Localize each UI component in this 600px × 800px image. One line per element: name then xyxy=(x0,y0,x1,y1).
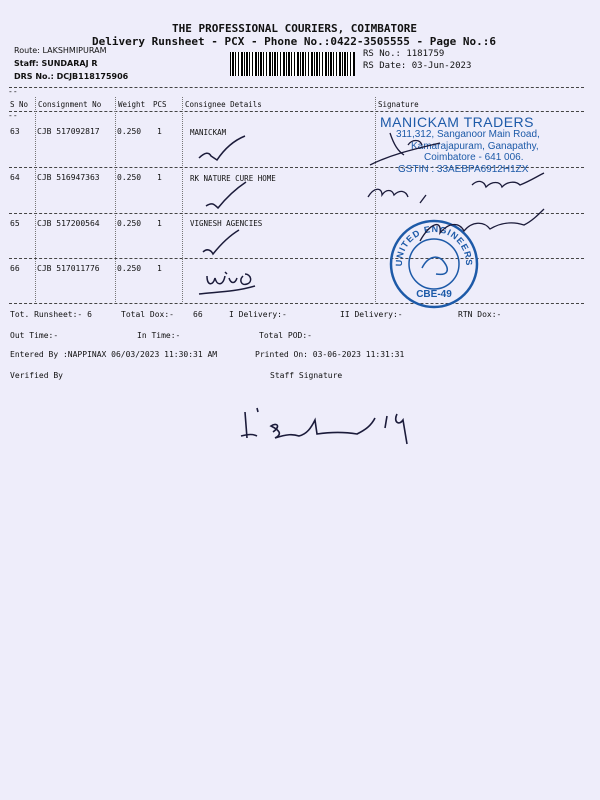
rtn-dox: RTN Dox:- xyxy=(458,310,502,319)
row-consignment: CJB 517200564 xyxy=(37,219,100,228)
row-sno: 65 xyxy=(10,219,20,228)
row-consignment: CJB 517092817 xyxy=(37,127,100,136)
row-weight: 0.250 xyxy=(117,173,142,182)
stamp-gstin: GSTIN : 33AEBPA6912H1ZX xyxy=(398,164,529,175)
row-consignment: CJB 517011776 xyxy=(37,264,100,273)
total-dox-label: Total Dox:- xyxy=(121,310,174,319)
col-pcs: PCS xyxy=(153,100,167,109)
out-time: Out Time:- xyxy=(10,331,59,340)
rs-number: RS No.: 1181759 xyxy=(363,49,445,59)
stamp-address-line: 311,312, Sanganoor Main Road, xyxy=(396,129,540,140)
stamp-company-name: MANICKAM TRADERS xyxy=(380,114,534,130)
row-pcs: 1 xyxy=(157,127,162,136)
drs-label: DRS No.: DCJB118175906 xyxy=(14,72,129,81)
tot-runsheet: Tot. Runsheet:- 6 xyxy=(10,310,92,319)
row-pcs: 1 xyxy=(157,173,162,182)
verified-by: Verified By xyxy=(10,371,63,380)
round-stamp-bottom-text: CBE-49 xyxy=(416,289,452,300)
route-label: Route: LAKSHMIPURAM xyxy=(14,46,107,55)
handwritten-receiver-marks xyxy=(360,125,580,260)
divider-dashes: -- xyxy=(8,87,18,96)
ii-delivery: II Delivery:- xyxy=(340,310,403,319)
barcode xyxy=(230,52,355,76)
row-consignment: CJB 516947363 xyxy=(37,173,100,182)
row-weight: 0.250 xyxy=(117,264,142,273)
staff-signature-label: Staff Signature xyxy=(270,371,343,380)
in-time: In Time:- xyxy=(137,331,181,340)
divider xyxy=(9,111,584,112)
runsheet-subtitle: Delivery Runsheet - PCX - Phone No.:0422-3505555 - Page No.:6 xyxy=(92,35,496,48)
staff-signature xyxy=(235,398,435,450)
entered-by: Entered By :NAPPINAX 06/03/2023 11:30:31 AM xyxy=(10,350,218,359)
col-weight: Weight xyxy=(118,100,146,109)
row-consignee: MANICKAM xyxy=(190,128,227,137)
col-consignee: Consignee Details xyxy=(185,100,262,109)
row-sno: 64 xyxy=(10,173,20,182)
stamp-address-line: Kamarajapuram, Ganapathy, xyxy=(411,141,539,152)
handwritten-tick xyxy=(185,226,245,261)
printed-on: Printed On: 03-06-2023 11:31:31 xyxy=(255,350,405,359)
divider-dashes: -- xyxy=(8,111,18,120)
handwritten-tick xyxy=(200,176,255,216)
i-delivery: I Delivery:- xyxy=(229,310,287,319)
staff-label: Staff: SUNDARAJ R xyxy=(14,59,98,68)
stamp-address-line: Coimbatore - 641 006. xyxy=(424,152,524,163)
row-pcs: 1 xyxy=(157,264,162,273)
round-stamp-top-text: UNITED ENGINEERS xyxy=(393,223,475,267)
row-consignee: RK NATURE CURE HOME xyxy=(190,174,276,183)
row-consignee: VIGNESH AGENCIES xyxy=(190,219,263,228)
column-separator xyxy=(35,97,36,302)
handwritten-tick xyxy=(195,130,255,165)
row-pcs: 1 xyxy=(157,219,162,228)
row-weight: 0.250 xyxy=(117,127,142,136)
total-pod: Total POD:- xyxy=(259,331,312,340)
total-dox-value: 66 xyxy=(193,310,203,319)
company-title: THE PROFESSIONAL COURIERS, COIMBATORE xyxy=(172,22,418,35)
col-signature: Signature xyxy=(378,100,419,109)
column-separator xyxy=(182,97,183,302)
row-weight: 0.250 xyxy=(117,219,142,228)
divider xyxy=(9,87,584,88)
col-sno: S No xyxy=(10,100,29,109)
column-separator xyxy=(115,97,116,302)
col-consignment: Consignment No xyxy=(38,100,102,109)
row-divider xyxy=(9,303,584,304)
handwritten-signature xyxy=(195,262,275,302)
rs-date: RS Date: 03-Jun-2023 xyxy=(363,61,472,71)
row-sno: 66 xyxy=(10,264,20,273)
row-sno: 63 xyxy=(10,127,20,136)
